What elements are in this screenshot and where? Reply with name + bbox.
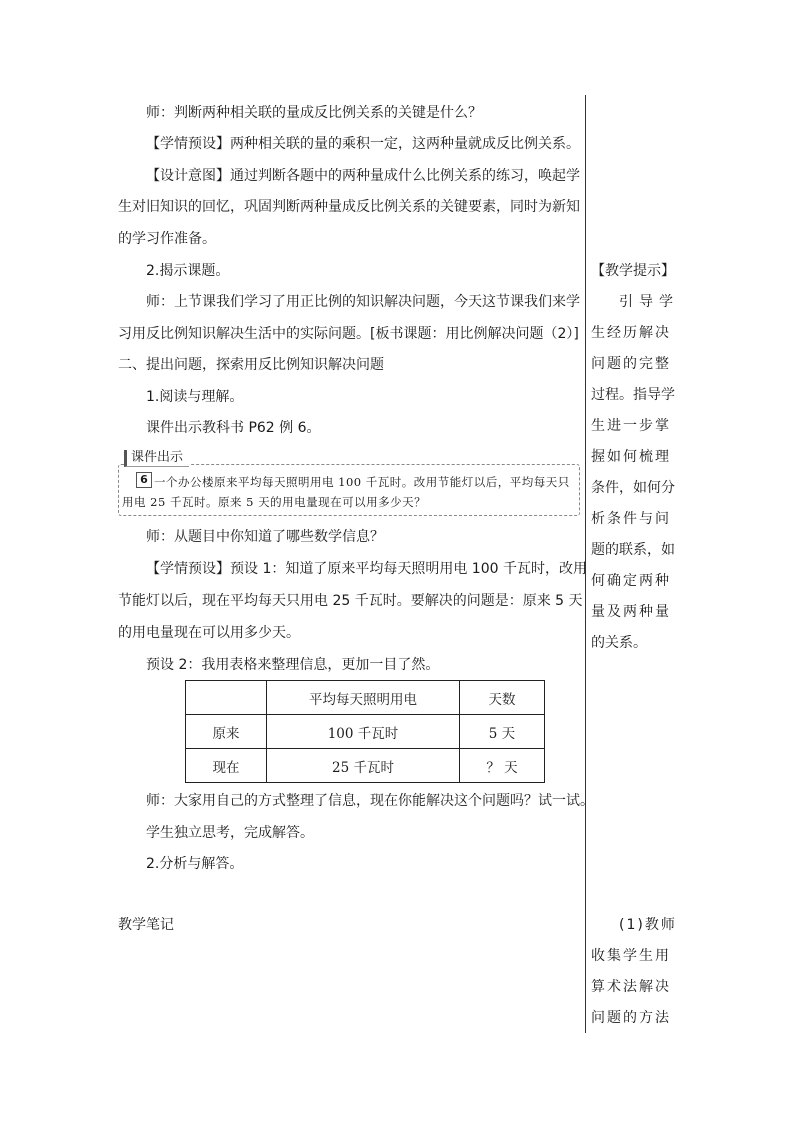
table-cell: 100 千瓦时: [267, 715, 460, 749]
teacher-question: 师：判断两种相关联的量成反比例关系的关键是什么？: [146, 105, 482, 121]
notes-label: 教学笔记: [118, 917, 174, 933]
table-cell: 原来: [186, 715, 267, 749]
teacher-question: 师：从题目中你知道了哪些数学信息？: [146, 529, 384, 545]
sidebar-tip-line: 握如何梳理: [591, 449, 671, 465]
sidebar-tip-line: 的关系。: [591, 635, 647, 651]
sidebar-tip-line: 量及两种量: [591, 604, 671, 620]
table-row: [186, 749, 545, 783]
teacher-prompt: 师：大家用自己的方式整理了信息，现在你能解决这个问题吗？试一试。: [146, 793, 594, 809]
sidebar-tip-line: 析条件与问: [591, 511, 671, 527]
sidebar-note-line: 问题的方法: [591, 1010, 671, 1026]
courseware-box: [118, 450, 580, 514]
sidebar-note-line: (1)教师: [619, 917, 677, 933]
sidebar-tip-line: 问题的完整: [591, 356, 671, 372]
teacher-intro-line: 习用反比例知识解决生活中的实际问题。[板书课题：用比例解决问题（2）]: [118, 326, 579, 342]
preset-line: 的用电量现在可以用多少天。: [118, 625, 300, 641]
sidebar-tip-line: 生进一步掌: [591, 418, 671, 434]
table-cell: 5 天: [460, 715, 545, 749]
step-heading: 2.分析与解答。: [146, 856, 244, 872]
preset-answer: 【学情预设】两种相关联的量的乘积一定，这两种量就成反比例关系。: [146, 136, 580, 152]
table-cell: 现在: [186, 749, 267, 783]
student-activity: 学生独立思考，完成解答。: [146, 825, 314, 841]
example-problem-text: 一个办公楼原来平均每天照明用电 100 千瓦时。改用节能灯以后，平均每天只用电 25 千瓦时。原来 5 天的用电量现在可以用多少天？: [122, 475, 570, 509]
info-table: [185, 680, 545, 783]
sidebar-title: 【教学提示】: [591, 263, 675, 279]
table-cell: 25 千瓦时: [267, 749, 460, 783]
table-header: [186, 681, 267, 715]
sidebar-tip-line: 何确定两种: [591, 573, 671, 589]
table-cell: ？ 天: [460, 749, 545, 783]
sidebar-tip-line: 题的联系，如: [591, 542, 675, 558]
preset-line: 预设 2：我用表格来整理信息，更加一目了然。: [146, 657, 440, 673]
sidebar-note-line: 算术法解决: [591, 979, 671, 995]
sidebar-tip-line: 引导学: [619, 294, 679, 310]
design-intent-line: 【设计意图】通过判断各题中的两种量成什么比例关系的练习，唤起学: [146, 168, 580, 184]
courseware-tag: 课件出示: [124, 450, 189, 467]
preset-line: 节能灯以后，现在平均每天只用电 25 千瓦时。要解决的问题是：原来 5 天: [118, 593, 583, 609]
table-row: [186, 715, 545, 749]
table-header-row: [186, 681, 545, 715]
sidebar-tip-line: 条件，如何分: [591, 480, 675, 496]
teacher-intro-line: 师：上节课我们学习了用正比例的知识解决问题，今天这节课我们来学: [146, 294, 580, 310]
sidebar-note-line: 收集学生用: [591, 948, 671, 964]
table-header: 平均每天照明用电: [267, 681, 460, 715]
preset-line: 【学情预设】预设 1：知道了原来平均每天照明用电 100 千瓦时，改用: [146, 561, 587, 577]
courseware-instruction: 课件出示教科书 P62 例 6。: [146, 420, 321, 436]
design-intent-line: 的学习作准备。: [118, 231, 216, 247]
step-heading: 2.揭示课题。: [146, 263, 230, 279]
table-header: 天数: [460, 681, 545, 715]
example-number: 6: [136, 472, 152, 488]
design-intent-line: 生对旧知识的回忆，巩固判断两种量成反比例关系的关键要素，同时为新知: [118, 199, 580, 215]
sidebar-tip-line: 过程。指导学: [591, 387, 675, 403]
sidebar-tip-line: 生经历解决: [591, 325, 671, 341]
step-heading: 1.阅读与理解。: [146, 389, 244, 405]
section-heading: 二、提出问题，探索用反比例知识解决问题: [118, 357, 384, 373]
